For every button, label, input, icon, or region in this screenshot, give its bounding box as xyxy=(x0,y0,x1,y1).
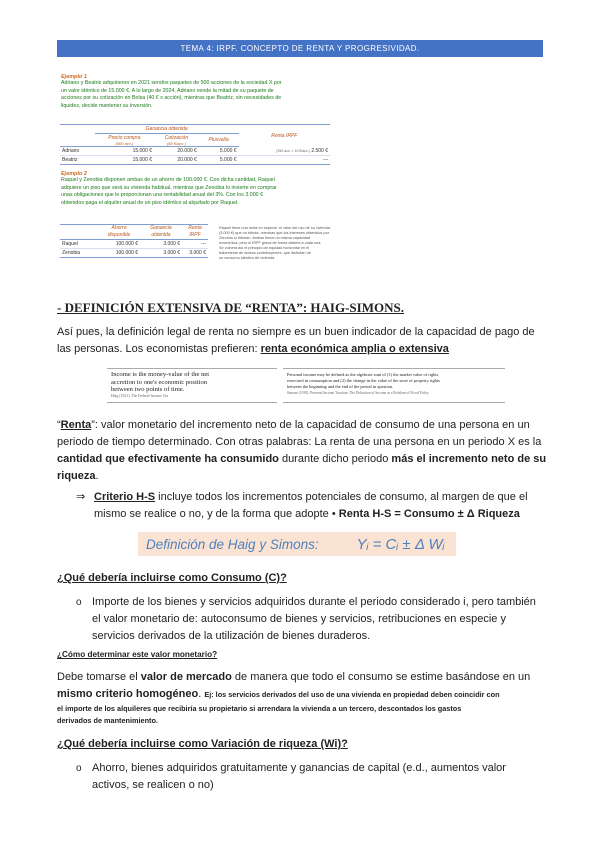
renta-line: riqueza. xyxy=(57,470,99,482)
example-2-side-note xyxy=(219,226,341,261)
bullet-icon: o xyxy=(76,597,82,608)
criterion-text: incluye todos los incrementos potenciales de consumo, al margen de que el xyxy=(155,491,528,503)
table-row xyxy=(60,156,330,165)
page-header-bar xyxy=(57,40,543,57)
cell-purchase: 15.000 € xyxy=(132,148,153,154)
example-2-table xyxy=(60,224,208,258)
criterion-formula: Renta H-S = Consumo ± Δ Riqueza xyxy=(338,508,520,520)
intro-line xyxy=(57,341,547,358)
market-value-paragraph xyxy=(57,669,549,727)
side-note-line: (3.000 €) que no tributa, mientras que los intereses obtenidos por xyxy=(219,231,329,235)
item-line: el valor monetario de: autoconsumo de bienes y servicios, retribuciones en especie y xyxy=(92,613,506,625)
col-quote-label: Cotización xyxy=(164,135,189,141)
renta-line: “Renta”: valor monetario del incremento neto de la capacidad de consumo de una persona en un xyxy=(57,419,530,431)
side-note-line: un consumo idéntico de vivienda. xyxy=(219,256,276,260)
renta-line: periodo de tiempo determinado. Con otras palabras: La renta de una persona en un periodo X es la xyxy=(57,436,542,448)
cell-gain: 3.000 € xyxy=(140,249,182,258)
renta-line xyxy=(57,451,553,468)
col-savings-header: Ahorro disponible xyxy=(98,225,140,240)
renta-term: Renta xyxy=(60,419,92,431)
cell-capital: 5.000 € xyxy=(199,156,239,165)
sub-question: ¿Cómo determinar este valor monetario? xyxy=(57,650,218,659)
renta-bold: riqueza xyxy=(57,470,96,482)
bullet-icon: • xyxy=(331,508,336,520)
criterion-line xyxy=(76,489,556,506)
item-line: Importe de los bienes y servicios adquiridos durante el periodo considerado i, pero también xyxy=(92,596,536,608)
criterion-line xyxy=(76,506,556,523)
intro-highlight: renta económica amplia o extensiva xyxy=(260,343,449,355)
item-line: servicios derivados de la utilización de bienes duraderos. xyxy=(92,630,371,642)
criterion-text: mismo se realice o no, y de la forma que adopte xyxy=(94,508,329,520)
example-1-title: Ejemplo 1 xyxy=(61,74,87,80)
cell-capital: 5.000 € xyxy=(219,148,237,154)
example-1-text xyxy=(61,80,341,110)
row-name: Zenobia xyxy=(60,249,98,258)
example-1-table xyxy=(60,124,330,165)
criterion-label: Criterio H-S xyxy=(94,491,156,503)
para-note: Ej: los servicios derivados del uso de una vivienda en propiedad deben coincidir con xyxy=(204,690,500,699)
col-purchase-header xyxy=(95,134,154,147)
example-2-line: adquiere un piso que será su vivienda habitual, mientras que Zenobia lo invierte en comprar xyxy=(61,184,277,191)
row-name: Beatriz xyxy=(60,156,95,165)
col-gain-header: Ganancia obtenida xyxy=(140,225,182,240)
example-2-text xyxy=(61,177,341,207)
para-text: de manera que todo el consumo se estime basándose en un xyxy=(231,671,531,683)
col-capital-header: Plusvalía xyxy=(199,134,239,147)
renta-text: durante dicho periodo xyxy=(278,453,392,465)
para-bold: mismo criterio homogéneo xyxy=(57,688,199,700)
quote-cite: Haig (1921). The Federal Income Tax xyxy=(111,393,169,398)
quote-line: accretion to one's economic position xyxy=(111,378,208,386)
intro-paragraph xyxy=(57,324,547,358)
table-cell xyxy=(60,134,95,147)
quote-cite: Simons (1938). Personal Income Taxation: The Definition of Income as a Problem of Fiscal Policy xyxy=(287,391,430,395)
quote-line: between the beginning and the end of the period in question. xyxy=(287,384,394,389)
para-line xyxy=(57,669,549,686)
cell-irpf: 3.000 € xyxy=(182,249,208,258)
row-name: Adriano xyxy=(62,148,80,154)
example-2-line: unas obligaciones que le proporcionan una rentabilidad anual del 3%. Con los 3.000 € xyxy=(61,192,264,198)
example-1-line: acciones por su cotización en Bolsa (40 € x acción), mientras que Beatriz, sin necesidades de xyxy=(61,95,282,101)
renta-definition xyxy=(57,417,553,485)
item-line: Ahorro, bienes adquiridos gratuitamente y ganancias de capital (e.d., aumentos valor xyxy=(92,762,506,774)
quote-haig xyxy=(107,368,277,403)
quote-simons-body xyxy=(283,369,505,396)
renta-bold: cantidad que efectivamente ha consumido xyxy=(57,453,279,465)
cell-irpf: --- xyxy=(239,156,330,165)
consumption-item xyxy=(76,594,554,645)
side-note-line: Zenobia sí tributan. Ambas tienen la misma capacidad xyxy=(219,236,311,240)
example-2-line: obtenidos paga el alquiler anual de un piso idéntico al alquilado por Raquel. xyxy=(61,199,239,206)
wealth-item-text xyxy=(76,760,554,794)
para-text: . xyxy=(198,688,205,700)
side-note-line: tratamiento de ambos contribuyentes, que disfrutan de xyxy=(219,251,311,255)
haig-simons-box xyxy=(138,532,456,556)
cell-purchase: 15.000 € xyxy=(95,156,154,165)
quote-line: Income is the money-value of the net xyxy=(111,371,210,378)
wealth-item xyxy=(76,760,554,794)
row-name: Raquel xyxy=(62,241,78,247)
haig-simons-formula: Yᵢ = Cᵢ ± Δ Wᵢ xyxy=(356,535,445,553)
arrow-icon: ⇒ xyxy=(76,491,86,503)
haig-simons-label: Definición de Haig y Simons: xyxy=(146,536,319,552)
quote-line: Personal income may be defined as the algebraic sum of (1) the market value of rights xyxy=(287,372,439,377)
page-header-title: TEMA 4: IRPF. CONCEPTO DE RENTA Y PROGRESIVIDAD. xyxy=(180,44,420,53)
example-1-line: Adriano y Beatriz adquirieron en 2021 sendos paquetes de 500 acciones de la sociedad X por xyxy=(61,80,282,86)
side-note-line: Raquel tiene una renta en especie: el valor del uso de su vivienda xyxy=(219,226,330,230)
quote-simons xyxy=(283,368,505,403)
example-2 xyxy=(61,171,341,207)
consumption-question: ¿Qué debería incluirse como Consumo (C)? xyxy=(57,572,287,584)
criterion-hs xyxy=(76,489,556,523)
side-note-line: Se vulnera así el principio de equidad horizontal en el xyxy=(219,246,310,250)
table-row xyxy=(60,249,208,258)
cell-savings: 100.000 € xyxy=(115,241,138,247)
para-text: Debe tomarse el xyxy=(57,671,141,683)
cell-irpf-note: (250 acc. × 10 €/acc.) xyxy=(276,148,310,153)
example-1 xyxy=(61,74,341,110)
group-header: Ganancia obtenida xyxy=(95,125,239,134)
para-note: el importe de los alquileres que recibiría su propietario si arrendara la vivienda a un tercero, descontados los gastos xyxy=(57,704,462,713)
side-note-line: económica, pero el IRPF grava de forma distinta a cada una. xyxy=(219,241,322,245)
table-row xyxy=(60,240,208,249)
example-2-title: Ejemplo 2 xyxy=(61,171,87,177)
quote-line: exercised in consumption and (2) the change in the value of the store of property rights xyxy=(287,378,440,383)
cell-savings: 100.000 € xyxy=(98,249,140,258)
item-line: activos, se realicen o no) xyxy=(92,779,214,791)
col-irpf-header: Renta IRPF xyxy=(239,125,330,147)
table-cell xyxy=(60,125,95,134)
quote-line: between two points of time. xyxy=(111,386,185,393)
col-quote-sub: (40 €/acc.) xyxy=(166,141,186,146)
para-line xyxy=(57,686,549,703)
col-quote-header xyxy=(154,134,199,147)
quote-haig-body xyxy=(107,369,277,399)
cell-irpf xyxy=(239,147,330,156)
bullet-icon: o xyxy=(76,763,82,774)
intro-text: las personas. Los economistas prefieren: xyxy=(57,343,261,355)
renta-bold: más el incremento neto de su xyxy=(391,453,547,465)
cell-gain: 3.000 € xyxy=(163,241,180,247)
wealth-question: ¿Qué debería incluirse como Variación de riqueza (Wi)? xyxy=(57,738,348,750)
intro-line: Así pues, la definición legal de renta no siempre es un buen indicador de la capacidad de pago de xyxy=(57,326,535,338)
renta-text: : valor monetario del incremento neto de la capacidad de consumo de una persona en un xyxy=(94,419,530,431)
para-bold: valor de mercado xyxy=(140,671,232,683)
example-1-line: liquidez, decide mantener su inversión. xyxy=(61,102,153,109)
table-row xyxy=(60,147,330,156)
col-irpf-header: Renta IRPF xyxy=(182,225,208,240)
cell-irpf-value: 2.500 € xyxy=(311,147,328,154)
cell-irpf: --- xyxy=(201,241,206,247)
col-purchase-label: Precio compra xyxy=(108,135,141,141)
example-1-line: un valor idéntico de 15.000 €. A lo largo de 2024, Adriano vende la mitad de su paquete de xyxy=(61,87,274,94)
col-purchase-sub: (500 acc.) xyxy=(115,141,134,146)
cell-quote: 20.000 € xyxy=(177,148,197,154)
example-2-line: Raquel y Zenobia disponen ambas de un ahorro de 100.000 €. Con dicha cantidad, Raquel xyxy=(61,177,275,183)
cell-quote: 20.000 € xyxy=(154,156,199,165)
consumption-item-text xyxy=(76,594,554,645)
para-note: derivados de mantenimiento. xyxy=(57,716,158,725)
table-cell xyxy=(60,225,98,240)
section-title: - DEFINICIÓN EXTENSIVA DE “RENTA”: HAIG-SIMONS. xyxy=(57,300,404,315)
